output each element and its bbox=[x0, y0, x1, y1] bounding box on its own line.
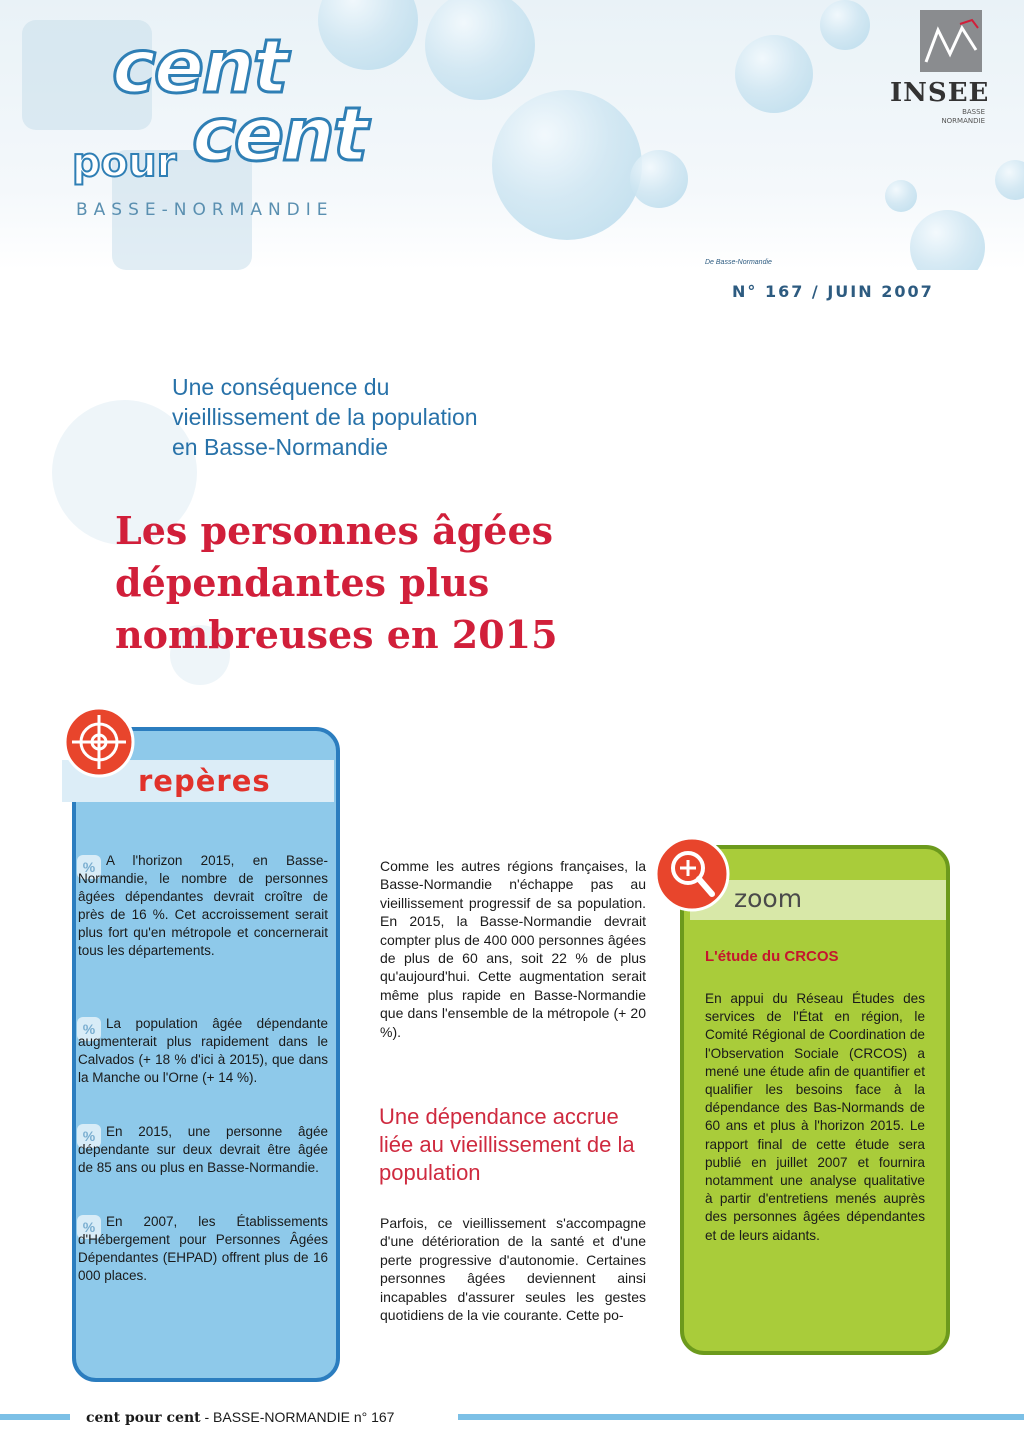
publication-label: De Basse-Normandie bbox=[705, 259, 772, 266]
decorative-bubble bbox=[318, 0, 418, 70]
logo-cent-top: cent bbox=[112, 24, 287, 110]
insee-subtitle: BASSE NORMANDIE bbox=[941, 108, 985, 125]
magnifier-icon bbox=[652, 834, 732, 914]
zoom-title: zoom bbox=[734, 884, 803, 913]
reperes-title: repères bbox=[138, 764, 271, 798]
subtitle-line: vieillissement de la population bbox=[172, 404, 478, 430]
insee-logo-icon bbox=[920, 10, 982, 72]
percent-bullet-icon: % bbox=[77, 1124, 101, 1148]
reperes-item-text: En 2015, une personne âgée dépendante sur deux devrait être âgée de 85 ans ou plus en Basse-Normandie. bbox=[78, 1124, 328, 1175]
percent-bullet-icon: % bbox=[77, 855, 101, 879]
decorative-bubble bbox=[820, 0, 870, 50]
decorative-bubble bbox=[910, 210, 985, 270]
reperes-item bbox=[78, 1213, 328, 1285]
logo-cent-bottom: cent bbox=[192, 92, 367, 178]
reperes-item-text: La population âgée dépendante augmenterait plus rapidement dans le Calvados (+ 18 % d'ici à 2015), que dans la Manche ou l'Orne (+ 14 %). bbox=[78, 1016, 328, 1085]
subtitle-line: en Basse-Normandie bbox=[172, 434, 389, 460]
page-title bbox=[115, 505, 675, 661]
logo-region: BASSE-NORMANDIE bbox=[76, 200, 334, 220]
footer bbox=[86, 1409, 394, 1426]
reperes-item bbox=[78, 1015, 328, 1087]
reperes-item bbox=[78, 1123, 328, 1177]
decorative-bubble bbox=[995, 160, 1024, 200]
reperes-item bbox=[78, 852, 328, 960]
reperes-item-text: En 2007, les Établissements d'Hébergement pour Personnes Âgées Dépendantes (EHPAD) offrent plus de 16 000 places. bbox=[78, 1214, 328, 1283]
body-paragraph: Parfois, ce vieillissement s'accompagne d'une détérioration de la santé et d'une perte progressive d'autonomie. Certaines personnes âgées deviennent ainsi incapables d'assurer seules les gestes quotidiens de la vie courante. Cette po- bbox=[380, 1215, 646, 1324]
target-icon bbox=[62, 705, 136, 779]
decorative-bubble bbox=[885, 180, 917, 212]
footer-issue: - BASSE-NORMANDIE n° 167 bbox=[200, 1409, 395, 1425]
decorative-bubble bbox=[735, 35, 813, 113]
footer-rule bbox=[0, 1414, 70, 1420]
subtitle-line: Une conséquence du bbox=[172, 374, 390, 400]
title-line: nombreuses en 2015 bbox=[115, 612, 558, 657]
percent-bullet-icon: % bbox=[77, 1017, 101, 1041]
insee-name: INSEE bbox=[890, 78, 990, 108]
decorative-bubble bbox=[492, 90, 642, 240]
body-paragraph: Comme les autres régions françaises, la Basse-Normandie n'échappe pas au vieillissement progressif de sa population. En 2015, la Basse-Normandie devrait compter plus de 400 000 personnes âgées de plus de 60 ans, soit 22 % de plus qu'aujourd'hui. Cette augmentation serait même plus rapide en Basse-Normandie que dans l'ensemble de la métropole (+ 20 %). bbox=[380, 858, 646, 1040]
title-line: dépendantes plus bbox=[115, 560, 490, 605]
logo-pour: pour bbox=[72, 140, 177, 186]
title-line: Les personnes âgées bbox=[115, 508, 554, 553]
reperes-item-text: A l'horizon 2015, en Basse-Normandie, le nombre de personnes âgées dépendantes devrait croître de près de 16 %. Cet accroissement serait plus fort qu'en métropole et concernerait tous les départements. bbox=[78, 853, 328, 958]
article-subtitle bbox=[172, 372, 612, 462]
section-heading: Une dépendance accrue liée au vieillissement de la population bbox=[379, 1104, 635, 1185]
zoom-subtitle: L'étude du CRCOS bbox=[705, 948, 839, 965]
zoom-text: En appui du Réseau Études des services de l'État en région, le Comité Régional de Coordination de l'Observation Sociale (CRCOS) a mené une étude afin de quantifier et qualifier les besoins face à la dépendance des Bas-Normands de 60 ans et plus à l'horizon 2015. Le rapport final de cette étude sera publié en juillet 2007 et fournira notamment une analyse qualitative à partir d'entretiens menés auprès des personnes âgées dépendantes et de leurs aidants. bbox=[705, 991, 925, 1243]
decorative-bubble bbox=[630, 150, 688, 208]
issue-number: N° 167 / JUIN 2007 bbox=[732, 282, 934, 301]
footer-rule bbox=[458, 1414, 1024, 1420]
percent-bullet-icon: % bbox=[77, 1215, 101, 1239]
decorative-bubble bbox=[425, 0, 535, 100]
footer-brand: cent pour cent bbox=[86, 1410, 201, 1426]
